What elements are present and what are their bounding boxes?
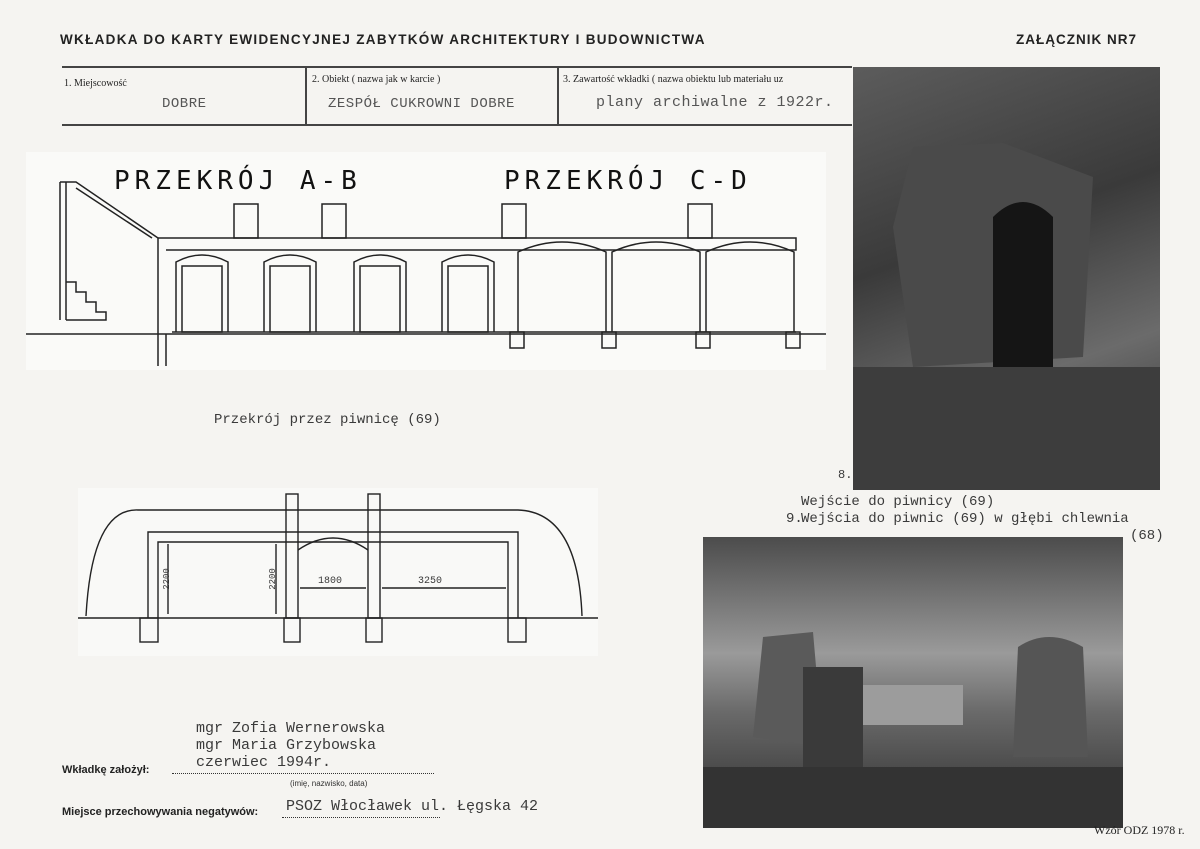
table-top-line	[62, 66, 852, 68]
table-bottom-line	[62, 124, 852, 126]
negatives-dotline	[282, 817, 440, 818]
author-1: mgr Zofia Wernerowska	[196, 720, 386, 737]
photo-9-caption-2: (68)	[1130, 528, 1164, 544]
form-version: Wzór ODZ 1978 r.	[1094, 823, 1185, 837]
founded-dotline	[172, 773, 434, 774]
dim-height-2: 2200	[267, 568, 278, 590]
photo-8-caption: Wejście do piwnicy (69)	[801, 494, 995, 510]
authors-block	[196, 720, 385, 771]
founded-label: Wkładkę założył:	[62, 764, 150, 776]
photo-8-number: 8.	[838, 468, 853, 482]
field-2-value: ZESPÓŁ CUKROWNI DOBRE	[328, 96, 515, 112]
dim-width-2: 3250	[418, 576, 443, 587]
table-divider-1	[305, 66, 307, 125]
photo-cellar-entrance	[853, 67, 1160, 490]
dim-height-1: 2200	[161, 568, 172, 590]
photo-9-number: 9.	[786, 511, 803, 527]
cross-section-caption: Przekrój przez piwnicę (69)	[214, 412, 441, 428]
photo-cellar-entrances-piggery	[703, 537, 1123, 828]
field-1-value: DOBRE	[162, 96, 207, 112]
field-3-value: plany archiwalne z 1922r.	[596, 94, 834, 111]
photo-9-caption: Wejścia do piwnic (69) w głębi chlewnia	[801, 511, 1129, 527]
founded-hint: (imię, nazwisko, data)	[290, 779, 368, 788]
annex-number: ZAŁĄCZNIK NR7	[1016, 32, 1137, 47]
section-ab-title: PRZEKRÓJ A-B	[114, 166, 362, 196]
author-date: czerwiec 1994r.	[196, 754, 332, 771]
section-cd-title: PRZEKRÓJ C-D	[504, 166, 752, 196]
negatives-value: PSOZ Włocławek ul. Łęgska 42	[286, 798, 539, 815]
negatives-label: Miejsce przechowywania negatywów:	[62, 806, 259, 818]
field-1-label: 1. Miejscowość	[64, 78, 127, 89]
form-title: WKŁADKA DO KARTY EWIDENCYJNEJ ZABYTKÓW ARCHITEKTURY I BUDOWNICTWA	[60, 32, 706, 47]
cross-section-svg	[26, 152, 826, 370]
field-2-label: 2. Obiekt ( nazwa jak w karcie )	[312, 74, 441, 85]
cross-section-drawing	[26, 152, 826, 370]
table-divider-2	[557, 66, 559, 125]
author-2: mgr Maria Grzybowska	[196, 737, 377, 754]
dim-width-1: 1800	[318, 576, 343, 587]
field-3-label: 3. Zawartość wkładki ( nazwa obiektu lub materiału uz	[563, 74, 784, 85]
cellar-section-drawing	[78, 488, 598, 656]
